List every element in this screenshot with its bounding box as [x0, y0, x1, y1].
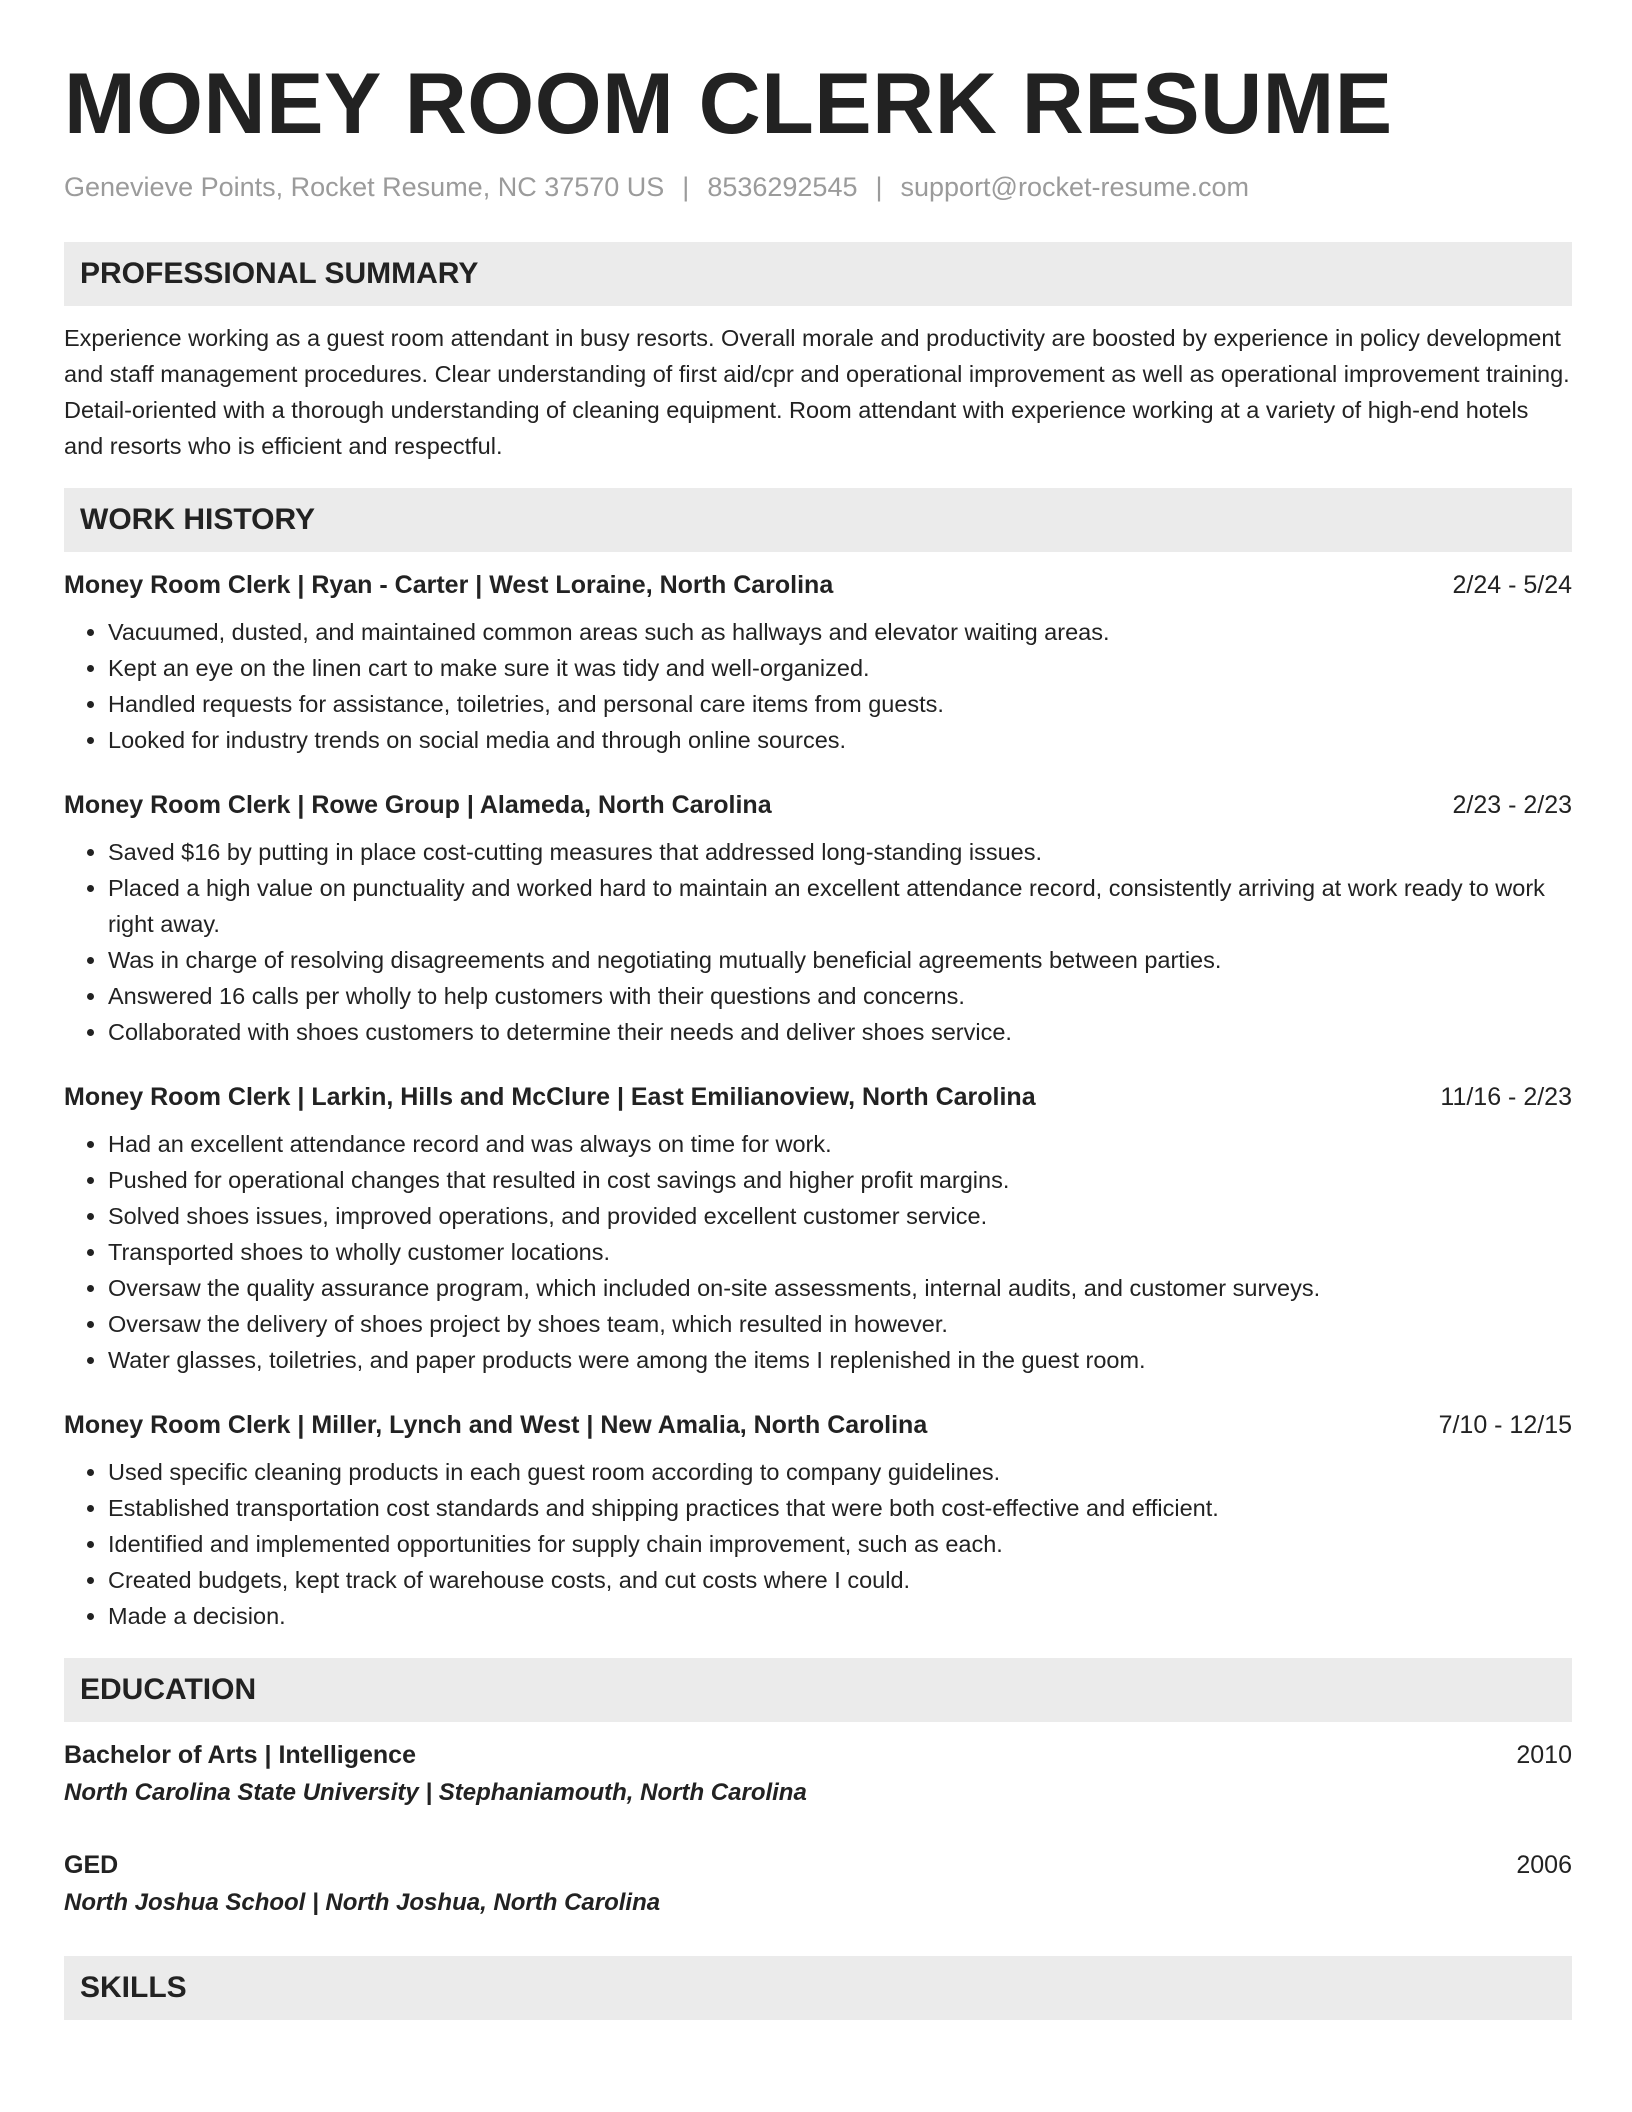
contact-email: support@rocket-resume.com: [900, 172, 1250, 202]
job-entry: [64, 788, 1572, 1050]
job-bullet: • Was in charge of resolving disagreements and negotiating mutually beneficial agreements between parties.: [108, 942, 1572, 978]
job-bullet: • Solved shoes issues, improved operations, and provided excellent customer service.: [108, 1198, 1572, 1234]
summary-heading: PROFESSIONAL SUMMARY: [80, 257, 479, 290]
school: North Joshua School | North Joshua, North Carolina: [64, 1889, 661, 1916]
job-bullet: • Pushed for operational changes that resulted in cost savings and higher profit margins.: [108, 1162, 1572, 1198]
contact-phone: 8536292545: [707, 172, 858, 202]
graduation-year: 2006: [1516, 1851, 1572, 1879]
education-header: [64, 1738, 1572, 1772]
work-section-header: [64, 488, 1572, 552]
job-bullet: • Established transportation cost standards and shipping practices that were both cost-effective and efficient.: [108, 1490, 1572, 1526]
job-bullet: • Vacuumed, dusted, and maintained common areas such as hallways and elevator waiting areas.: [108, 614, 1572, 650]
job-dates: 7/10 - 12/15: [1438, 1411, 1572, 1439]
job-bullet: • Identified and implemented opportunities for supply chain improvement, such as each.: [108, 1526, 1572, 1562]
job-header: [64, 788, 1572, 822]
contact-separator: |: [682, 172, 690, 202]
job-dates: 2/23 - 2/23: [1452, 791, 1572, 819]
education-heading: EDUCATION: [80, 1673, 257, 1706]
contact-line: [64, 170, 1572, 204]
education-header: [64, 1848, 1572, 1882]
job-entry: [64, 568, 1572, 758]
education-entry: [64, 1848, 1572, 1920]
job-bullets: [64, 1126, 1572, 1378]
job-bullet: • Looked for industry trends on social media and through online sources.: [108, 722, 1572, 758]
job-bullets: [64, 1454, 1572, 1634]
job-dates: 2/24 - 5/24: [1452, 571, 1572, 599]
job-entry: [64, 1080, 1572, 1378]
skills-section-header: [64, 1956, 1572, 2020]
resume-title: MONEY ROOM CLERK RESUME: [64, 56, 1393, 152]
contact-separator: |: [875, 172, 883, 202]
job-bullet: • Oversaw the delivery of shoes project by shoes team, which resulted in however.: [108, 1306, 1572, 1342]
job-bullets: [64, 614, 1572, 758]
job-bullet: • Made a decision.: [108, 1598, 1572, 1634]
job-bullet: • Placed a high value on punctuality and worked hard to maintain an excellent attendance record, consistently arriving at work ready to work right away.: [108, 870, 1572, 942]
job-bullets: [64, 834, 1572, 1050]
job-dates: 11/16 - 2/23: [1440, 1083, 1572, 1111]
job-bullet: • Saved $16 by putting in place cost-cutting measures that addressed long-standing issues.: [108, 834, 1572, 870]
job-title: Money Room Clerk | Ryan - Carter | West Loraine, North Carolina: [64, 571, 834, 599]
job-title: Money Room Clerk | Rowe Group | Alameda, North Carolina: [64, 791, 772, 819]
job-bullet: • Oversaw the quality assurance program, which included on-site assessments, internal audits, and customer surveys.: [108, 1270, 1572, 1306]
job-bullet: • Handled requests for assistance, toiletries, and personal care items from guests.: [108, 686, 1572, 722]
job-header: [64, 1408, 1572, 1442]
resume-content: [64, 54, 1572, 2020]
job-bullet: • Answered 16 calls per wholly to help customers with their questions and concerns.: [108, 978, 1572, 1014]
job-bullet: • Transported shoes to wholly customer locations.: [108, 1234, 1572, 1270]
job-header: [64, 1080, 1572, 1114]
job-bullet: • Created budgets, kept track of warehouse costs, and cut costs where I could.: [108, 1562, 1572, 1598]
job-bullet: • Used specific cleaning products in each guest room according to company guidelines.: [108, 1454, 1572, 1490]
work-heading: WORK HISTORY: [80, 503, 316, 536]
education-entry: [64, 1738, 1572, 1810]
job-entry: [64, 1408, 1572, 1634]
education-section-header: [64, 1658, 1572, 1722]
job-header: [64, 568, 1572, 602]
job-bullet: • Kept an eye on the linen cart to make sure it was tidy and well-organized.: [108, 650, 1572, 686]
job-title: Money Room Clerk | Miller, Lynch and West | New Amalia, North Carolina: [64, 1411, 928, 1439]
degree: Bachelor of Arts | Intelligence: [64, 1741, 416, 1769]
summary-text: Experience working as a guest room attendant in busy resorts. Overall morale and productivity are boosted by experience in policy development and staff management procedures. Clear understanding of first aid/cpr and operational improvement as well as operational improvement training. Detail-oriented with a thorough understanding of cleaning equipment. Room attendant with experience working at a variety of high-end hotels and resorts who is efficient and respectful.: [64, 325, 1570, 459]
school: North Carolina State University | Stephaniamouth, North Carolina: [64, 1779, 807, 1806]
job-bullet: • Water glasses, toiletries, and paper products were among the items I replenished in the guest room.: [108, 1342, 1572, 1378]
job-title: Money Room Clerk | Larkin, Hills and McClure | East Emilianoview, North Carolina: [64, 1083, 1036, 1111]
summary-section-header: [64, 242, 1572, 306]
skills-heading: SKILLS: [80, 1971, 187, 2004]
job-bullet: • Had an excellent attendance record and was always on time for work.: [108, 1126, 1572, 1162]
graduation-year: 2010: [1516, 1741, 1572, 1769]
job-bullet: • Collaborated with shoes customers to determine their needs and deliver shoes service.: [108, 1014, 1572, 1050]
degree: GED: [64, 1851, 119, 1879]
contact-address: Genevieve Points, Rocket Resume, NC 37570 US: [64, 172, 665, 202]
